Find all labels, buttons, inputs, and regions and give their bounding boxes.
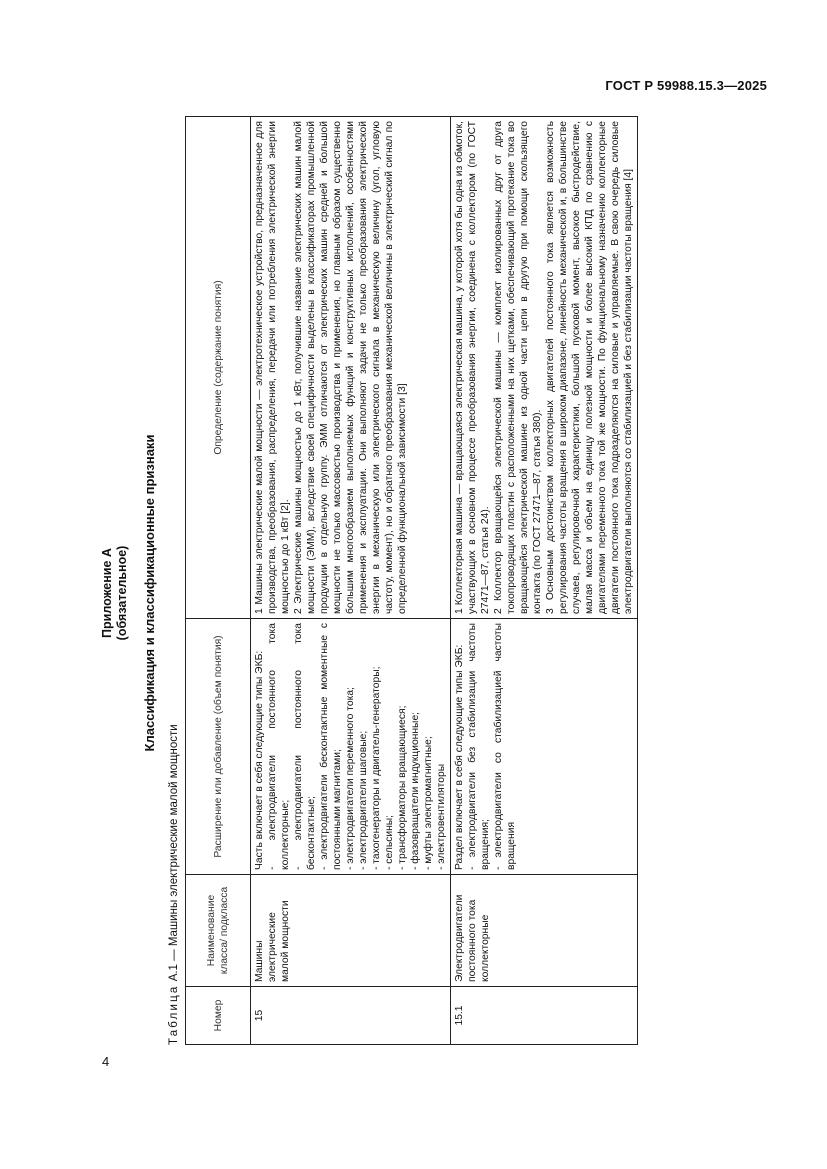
definition-paragraph: 3 Основным достоинством коллекторных двигателей постоянного тока является возможность регулирования частоты вращения в широком диапазоне, линейность механической и, в большинстве случаев, регулировочной характеристики, большой пусковой момент, высокое быстродействие, малая масса и объем на единицу полезной мощности и более высокий КПД по сравнению с двигателями переменного тока той же мощности. По функциональному назначению коллекторные двигатели постоянного тока подразделяются на силовые и управляемые. В свою очередь силовые электродвигатели выполняются со стабилизацией и без стабилизации частоты вращения [4] <box>545 121 634 614</box>
header-number: Номер <box>186 987 251 1045</box>
table-header-row <box>186 117 251 1045</box>
definition-paragraph: 2 Электрические машины мощностью до 1 кВт, получившие название электрических машин малой мощности (ЭММ), вследствие своей специфичности выделены в классификаторах промышленной продукции в отдельную группу. ЭММ отличаются от электрических машин средней и большой мощности не только массовостью производства и применения, но главным образом существенно большим многообразием выполняемых функций и конструктивных исполнений, особенностями применения и эксплуатации. Они выполняют задачи не только преобразования электрической энергии в механическую или электрического сигнала в механическую величину (угол, угловую частоту, момент), но и обратного преобразования механической величины в электрический сигнал по определенной функциональной зависимости [3] <box>293 121 408 614</box>
extension-line: Раздел включает в себя следующие типы ЭКБ: <box>454 644 465 870</box>
extension-line: - электродвигатели со стабилизацией частоты вращения <box>493 623 517 870</box>
row-definition <box>251 117 451 619</box>
extension-line: - фазовращатели индукционные; <box>410 711 421 870</box>
row-class-name: Машины электрические малой мощности <box>251 875 451 987</box>
definition-paragraph: 1 Машины электрические малой мощности — электротехническое устройство, предназначенное для производства, преобразования, распределения, передачи или потребления электрической энергии мощностью до 1 кВт [2]. <box>254 121 291 614</box>
table-row <box>251 117 451 1045</box>
table-row <box>451 117 638 1045</box>
extension-line: - сельсины; <box>384 814 395 870</box>
header-definition: Определение (содержание понятия) <box>186 117 251 619</box>
annex-status: (обязательное) <box>115 545 129 641</box>
row-class-name: Электродвигатели постоянного тока коллекторные <box>451 875 638 987</box>
rotated-landscape-content <box>92 116 760 1070</box>
extension-line: - муфты электромагнитные; <box>423 736 434 870</box>
table-caption-text: А.1 — Машины электрические малой мощности <box>168 724 180 985</box>
table-caption <box>168 724 180 1045</box>
annex-subtitle: Классификация и классификационные признаки <box>142 434 157 752</box>
extension-line: - электровентиляторы <box>436 763 447 870</box>
row-number: 15 <box>251 987 451 1045</box>
definition-paragraph: 2 Коллектор вращающейся электрической машины — комплект изолированных друг от друга токопроводящих пластин с расположенными на них щетками, обеспечивающий протекание тока во вращающейся электрической машине из одной части цепи в другую при помощи скользящего контакта (по ГОСТ 27471—87, статья 380). <box>493 121 543 614</box>
annex-title: Приложение А <box>100 548 114 638</box>
extension-line: - трансформаторы вращающиеся; <box>397 705 408 870</box>
document-header: ГОСТ Р 59988.15.3—2025 <box>605 78 767 93</box>
row-number: 15.1 <box>451 987 638 1045</box>
header-extension: Расширение или добавление (объем понятия) <box>186 619 251 875</box>
classification-table <box>185 116 638 1045</box>
extension-line: - электродвигатели без стабилизации частоты вращения; <box>467 623 491 870</box>
extension-line: - электродвигатели переменного тока; <box>345 687 356 870</box>
extension-line: - тахогенераторы и двигатель-генераторы; <box>371 666 382 870</box>
row-extension <box>451 619 638 875</box>
row-extension <box>251 619 451 875</box>
header-name: Наименование класса/ подкласса <box>186 875 251 987</box>
annex-heading <box>100 116 130 1070</box>
extension-line: - электродвигатели постоянного тока бесконтактные; <box>293 623 317 870</box>
page-number: 4 <box>102 1054 110 1069</box>
extension-line: Часть включает в себя следующие типы ЭКБ: <box>254 650 265 870</box>
extension-line: - электродвигатели постоянного тока коллекторные; <box>267 623 291 870</box>
definition-paragraph: 1 Коллекторная машина — вращающаяся электрическая машина, у которой хотя бы одна из обмоток, участвующих в основном процессе преобразования энергии, соединена с коллектором (по ГОСТ 27471—87, статья 24). <box>454 121 491 614</box>
extension-line: - электродвигатели шаговые; <box>358 730 369 870</box>
extension-line: - электродвигатели бесконтактные моментные с постоянными магнитами; <box>319 623 343 870</box>
row-definition <box>451 117 638 619</box>
table-caption-word: Таблица <box>168 984 180 1045</box>
